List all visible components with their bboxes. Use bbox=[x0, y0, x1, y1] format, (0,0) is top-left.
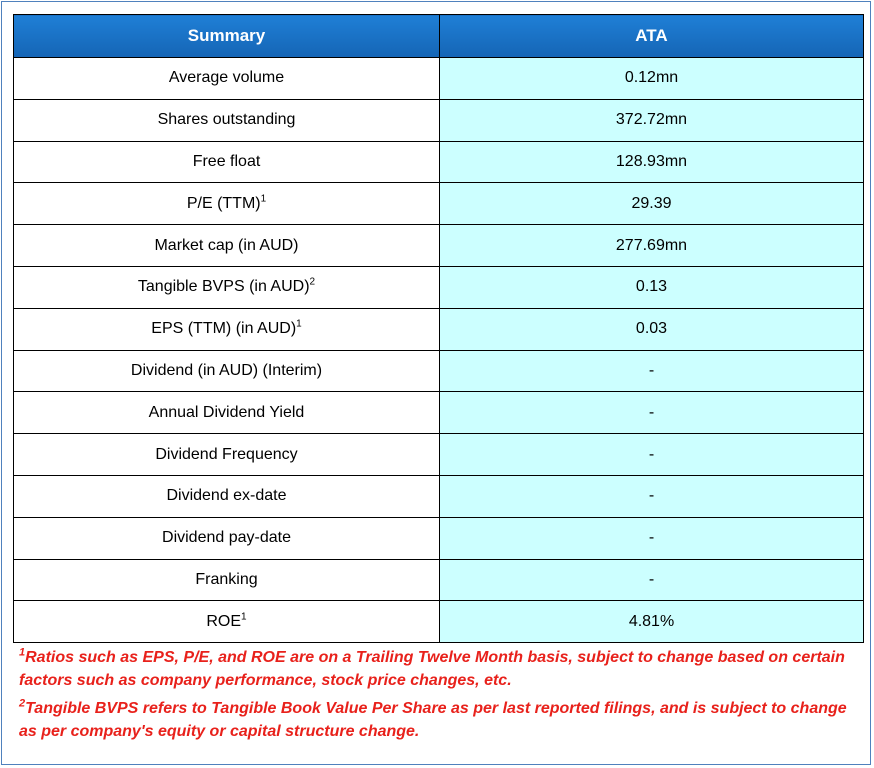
table-row bbox=[14, 517, 864, 559]
row-label bbox=[14, 266, 440, 308]
row-value: - bbox=[440, 434, 864, 476]
table-row bbox=[14, 392, 864, 434]
row-label-text: EPS (TTM) (in AUD) bbox=[151, 320, 297, 338]
row-value: - bbox=[440, 392, 864, 434]
row-value: 29.39 bbox=[440, 183, 864, 225]
row-value: - bbox=[440, 475, 864, 517]
row-label bbox=[14, 434, 440, 476]
row-value: 0.12mn bbox=[440, 58, 864, 100]
row-label bbox=[14, 517, 440, 559]
row-label-text: Market cap (in AUD) bbox=[154, 236, 299, 254]
table-header-row bbox=[14, 15, 864, 58]
summary-table bbox=[13, 14, 864, 643]
footnote-text: Tangible BVPS refers to Tangible Book Value Per Share as per last reported filings, and is subject to change as per company's equity or capital structure change. bbox=[19, 700, 847, 740]
row-label-text: ROE bbox=[206, 612, 242, 630]
table-row bbox=[14, 225, 864, 267]
footnote-number: 1 bbox=[19, 646, 26, 659]
row-label bbox=[14, 559, 440, 601]
row-label-text: Tangible BVPS (in AUD) bbox=[137, 278, 310, 296]
row-label-text: Average volume bbox=[168, 69, 285, 87]
footnote-text: Ratios such as EPS, P/E, and ROE are on a Trailing Twelve Month basis, subject to change based on certain factors such as company performance, stock price changes, etc. bbox=[19, 649, 845, 689]
footnotes bbox=[19, 646, 859, 748]
table-body bbox=[14, 58, 864, 643]
table-row bbox=[14, 350, 864, 392]
table-row bbox=[14, 266, 864, 308]
footnote-number: 2 bbox=[19, 697, 26, 710]
row-value: - bbox=[440, 517, 864, 559]
row-label-text: Dividend pay-date bbox=[162, 529, 291, 547]
row-label bbox=[14, 99, 440, 141]
row-value: 277.69mn bbox=[440, 225, 864, 267]
row-value: - bbox=[440, 559, 864, 601]
row-label bbox=[14, 183, 440, 225]
table-row bbox=[14, 99, 864, 141]
footnote-marker: 1 bbox=[241, 611, 247, 623]
summary-card bbox=[1, 1, 871, 765]
row-value: 128.93mn bbox=[440, 141, 864, 183]
row-value: 4.81% bbox=[440, 601, 864, 643]
table-row bbox=[14, 601, 864, 643]
row-label-text: Dividend ex-date bbox=[166, 487, 287, 505]
row-label bbox=[14, 58, 440, 100]
row-label bbox=[14, 392, 440, 434]
header-summary: Summary bbox=[14, 15, 440, 58]
row-label bbox=[14, 601, 440, 643]
footnote-marker: 1 bbox=[296, 318, 302, 330]
row-value: - bbox=[440, 350, 864, 392]
row-label-text: Franking bbox=[195, 570, 258, 588]
footnote-marker: 1 bbox=[260, 193, 267, 205]
row-label-text: Dividend (in AUD) (Interim) bbox=[130, 361, 323, 379]
row-label-text: Shares outstanding bbox=[157, 111, 296, 129]
row-label bbox=[14, 350, 440, 392]
row-value: 372.72mn bbox=[440, 99, 864, 141]
row-label-text: Free float bbox=[192, 152, 261, 170]
row-label bbox=[14, 475, 440, 517]
table-row bbox=[14, 559, 864, 601]
table-row bbox=[14, 58, 864, 100]
row-label bbox=[14, 308, 440, 350]
footnote bbox=[19, 697, 859, 743]
header-ticker: ATA bbox=[440, 15, 864, 58]
row-label-text: Annual Dividend Yield bbox=[148, 403, 305, 421]
row-label-text: P/E (TTM) bbox=[186, 194, 261, 212]
row-label bbox=[14, 141, 440, 183]
row-value: 0.03 bbox=[440, 308, 864, 350]
row-label-text: Dividend Frequency bbox=[155, 445, 298, 463]
table-row bbox=[14, 141, 864, 183]
table-row bbox=[14, 475, 864, 517]
row-label bbox=[14, 225, 440, 267]
table-row bbox=[14, 183, 864, 225]
row-value: 0.13 bbox=[440, 266, 864, 308]
table-row bbox=[14, 308, 864, 350]
footnote-marker: 2 bbox=[309, 277, 316, 289]
footnote bbox=[19, 646, 859, 692]
table-row bbox=[14, 434, 864, 476]
